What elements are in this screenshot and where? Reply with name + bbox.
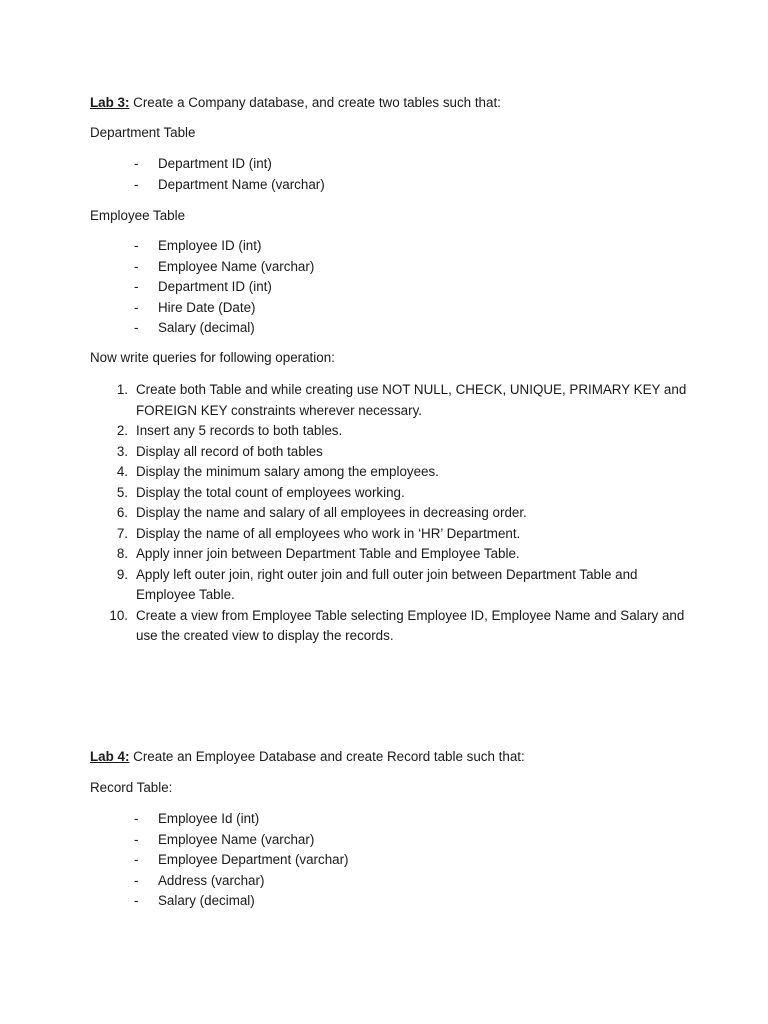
list-item: - Employee ID (int) [134, 238, 262, 253]
list-item: 9. Apply left outer join, right outer join and full outer join between Department Table and Employee Table. [116, 566, 638, 602]
list-item: - Hire Date (Date) [134, 299, 256, 315]
lab4-intro [90, 747, 525, 767]
list-item: - Salary (decimal) [134, 320, 255, 335]
list-item: 5. Display the total count of employees working. [116, 484, 405, 500]
record-fields-list [134, 809, 349, 912]
queries-intro: Now write queries for following operation: [90, 350, 335, 365]
employee-table-title: Employee Table [90, 208, 186, 223]
list-item: - Employee Department (varchar) [134, 852, 349, 867]
lab4-intro-text: Create an Employee Database and create Record table such that: [133, 749, 525, 764]
lab4-heading: Lab 4: [90, 749, 130, 764]
department-table-title: Department Table [90, 125, 196, 140]
lab3-intro-text: Create a Company database, and create two tables such that: [133, 95, 501, 110]
list-item: - Salary (decimal) [134, 893, 255, 908]
list-item: 7. Display the name of all employees who work in ‘HR’ Department. [116, 525, 521, 541]
list-item: 2. Insert any 5 records to both tables. [116, 423, 343, 438]
lab3-intro [90, 93, 501, 113]
record-table-title: Record Table: [90, 780, 173, 795]
list-item: - Department Name (varchar) [134, 176, 325, 192]
employee-fields-list [134, 236, 314, 339]
list-item: 10. Create a view from Employee Table selecting Employee ID, Employee Name and Salary and use the created view to display the records. [109, 607, 685, 643]
list-item: 8. Apply inner join between Department Table and Employee Table. [116, 546, 520, 561]
list-item: - Address (varchar) [134, 872, 265, 888]
list-item: 4. Display the minimum salary among the employees. [116, 464, 439, 479]
list-item: - Department ID (int) [134, 156, 272, 171]
list-item: 1. Create both Table and while creating use NOT NULL, CHECK, UNIQUE, PRIMARY KEY and FOREIGN KEY constraints wherever necessary. [116, 382, 687, 418]
list-item: - Employee Id (int) [134, 811, 260, 826]
department-fields-list [134, 154, 325, 195]
list-item: - Department ID (int) [134, 279, 272, 294]
list-item: - Employee Name (varchar) [134, 258, 315, 274]
queries-list [108, 380, 688, 647]
list-item: - Employee Name (varchar) [134, 831, 315, 847]
lab3-heading: Lab 3: [90, 95, 130, 110]
list-item: 3. Display all record of both tables [116, 443, 323, 459]
list-item: 6. Display the name and salary of all employees in decreasing order. [116, 505, 527, 520]
